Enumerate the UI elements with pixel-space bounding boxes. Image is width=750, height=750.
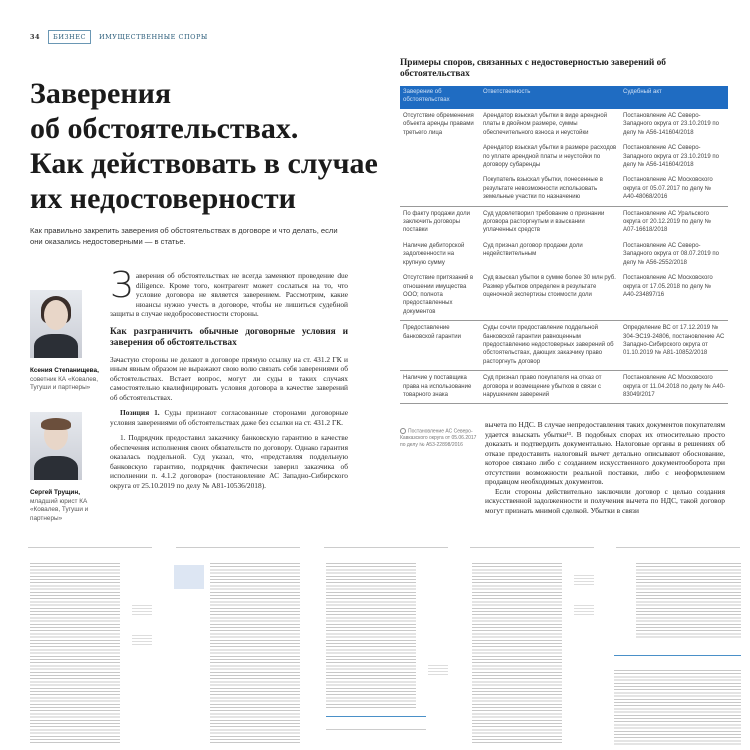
page-thumbnail[interactable] bbox=[462, 545, 602, 750]
author-caption bbox=[30, 489, 102, 523]
column-header: Заверение об обстоятельствах bbox=[400, 86, 480, 109]
position-label: Позиция 1. bbox=[120, 408, 160, 417]
intro-text: аверения об обстоятельствах не всегда заменяют проведение due diligence. Кроме того, контрагент может сослаться на то, что условие договора не является заверением. Рассмотрим, какие нюансы нужно учесть в договоре, чтобы не лишиться судебной защиты в случае недобросовестности стороны. bbox=[110, 271, 348, 318]
table-cell bbox=[400, 141, 480, 173]
right-text-row bbox=[400, 420, 730, 515]
page-thumbnail[interactable] bbox=[316, 545, 456, 750]
page-thumbnail[interactable] bbox=[608, 545, 748, 750]
table-row bbox=[400, 109, 728, 141]
table-cell: Арендатор взыскал убытки в размере расходов по уплате арендной платы и неустойки по договору субаренды bbox=[483, 145, 617, 169]
sidenote-text: Постановление АС Северо-Кавказского округа от 05.06.2017 по делу № А53-22898/2016 bbox=[400, 428, 477, 448]
table-cell: Постановление АС Московского округа от 17.05.2018 по делу № А40-234897/16 bbox=[620, 271, 728, 321]
reference-icon bbox=[400, 428, 406, 434]
section-heading: Как разграничить обычные договорные условия и заверения об обстоятельствах bbox=[110, 326, 348, 348]
table-cell: Арендатор взыскал убытки в виде арендной платы в двойном размере, суммы обеспечительного взноса и неустойки bbox=[483, 113, 608, 136]
subsection-label: ИМУЩЕСТВЕННЫЕ СПОРЫ bbox=[98, 33, 208, 41]
table-cell: Наличие у поставщика права на использование товарного знака bbox=[400, 371, 480, 404]
section-tag: БИЗНЕС bbox=[48, 30, 91, 44]
sidenote bbox=[400, 420, 485, 515]
author-name: Сергей Трущин, bbox=[30, 489, 80, 496]
author-caption bbox=[30, 367, 102, 393]
table-cell: Суд взыскал убытки в сумме более 30 млн руб. Размер убытков определен в результате оценочной экспертизы стоимости доли bbox=[480, 271, 620, 321]
article-intro bbox=[110, 265, 348, 319]
article-heading-block bbox=[30, 76, 378, 247]
table-row bbox=[400, 271, 728, 321]
page-thumbnail[interactable] bbox=[168, 545, 308, 750]
author-role: советник КА «Ковалев, Тугуши и партнеры» bbox=[30, 375, 99, 391]
table-title: Примеры споров, связанных с недостоверностью заверений об обстоятельствах bbox=[400, 58, 666, 79]
title-line: об обстоятельствах. bbox=[30, 112, 299, 145]
table-row bbox=[400, 173, 728, 206]
right-body bbox=[485, 420, 725, 515]
table-cell: Наличие дебиторской задолженности на крупную сумму bbox=[403, 242, 465, 266]
paragraph: Если стороны действительно заключили договор с целью создания искусственной задолженности и получения вычета по НДС, такой договор могут признать мнимой сделкой. Убытки в связи bbox=[485, 486, 725, 515]
table-cell: Суды сочли предоставление поддельной банковской гарантии равноценным предоставлению недостоверных заверений об обстоятельствах, дающих заказчику право расторгнуть договор bbox=[480, 321, 620, 371]
table-row bbox=[400, 321, 728, 371]
paragraph: Зачастую стороны не делают в договоре прямую ссылку на ст. 431.2 ГК и иным явным образом не выражают свою волю связать себя заверениями об обстоятельствах. Встает вопрос, могут ли суды в таких случаях самостоятельно квалифицировать условия договора в качестве заверений об обстоятельствах. bbox=[110, 354, 348, 402]
title-line: Заверения bbox=[30, 77, 172, 110]
table-cell: Отсутствие обременения объекта аренды правами третьего лица bbox=[403, 113, 474, 136]
table-cell: Постановление АС Уральского округа от 20.12.2019 по делу № А07-16618/2018 bbox=[623, 210, 712, 234]
position-text: Суды признают согласованные сторонами договорные условия заверениями об обстоятельствах даже без ссылки на ст. 431.2 ГК. bbox=[110, 408, 348, 427]
author-photo bbox=[30, 290, 82, 358]
table-cell: По факту продажи доли заключить договоры поставки bbox=[403, 210, 470, 234]
column-header: Ответственность bbox=[480, 86, 620, 109]
table-cell: Определение ВС от 17.12.2019 № 304-ЭС19-24806, постановление АС Западно-Сибирского округа от 01.10.2019 № А81-10852/2018 bbox=[620, 321, 728, 371]
table-row bbox=[400, 239, 728, 271]
table-cell: Постановление АС Северо-Западного округа от 23.10.2019 по делу № А56-141604/2018 bbox=[623, 145, 719, 169]
table-cell: Предоставление банковской гарантии bbox=[400, 321, 480, 371]
paragraph bbox=[110, 408, 348, 427]
page-number: 34 bbox=[30, 33, 41, 41]
table-cell bbox=[400, 173, 480, 206]
title-line: их недостоверности bbox=[30, 182, 296, 215]
article-title bbox=[30, 76, 378, 216]
table-cell: Покупатель взыскал убытки, понесенные в результате невозможности использовать земельные участки по назначению bbox=[480, 173, 620, 206]
table-cell: Постановление АС Северо-Западного округа от 23.10.2019 по делу № А56-141604/2018 bbox=[623, 113, 719, 136]
article-lead: Как правильно закрепить заверения об обстоятельствах в договоре и что делать, если они оказались недостоверными — в статье. bbox=[30, 226, 338, 246]
paragraph: 1. Подрядчик предоставил заказчику банковскую гарантию в качестве обеспечения исполнения своих обязательств по договору. Однако гарантия оказалась поддельной. Суд указал, что, «представляя поддельную банковскую гарантию, подрядчик фактически заверил заказчика об исполнении п. 4.1.2 договора» (постановление АС Западно-Сибирского округа от 25.10.2019 по делу № А81-10536/2018). bbox=[110, 433, 348, 490]
article-body bbox=[110, 265, 348, 496]
author-photo bbox=[30, 412, 82, 480]
table-cell: Суд удовлетворил требование о признании договора расторгнутым и взыскании уплаченных средств bbox=[483, 210, 605, 234]
disputes-table bbox=[400, 86, 728, 404]
author-name: Ксения Степанищева, bbox=[30, 367, 99, 374]
author-role: младший юрист КА «Ковалев, Тугуши и партнеры» bbox=[30, 497, 89, 522]
page-header bbox=[30, 30, 208, 44]
right-page-content bbox=[400, 58, 730, 515]
title-line: Как действовать в случае bbox=[30, 147, 378, 180]
column-header: Судебный акт bbox=[620, 86, 728, 109]
table-cell: Постановление АС Северо-Западного округа от 08.07.2019 по делу № А56-2552/2018 bbox=[623, 242, 719, 266]
table-row bbox=[400, 371, 728, 404]
table-cell: Постановление АС Московского округа от 05.07.2017 по делу № А40-48068/2016 bbox=[620, 173, 728, 206]
page-thumbnail[interactable] bbox=[20, 545, 160, 750]
table-row bbox=[400, 206, 728, 239]
table-cell: Суд признал право покупателя на отказ от договора и возмещение убытков в связи с нарушением заверений bbox=[480, 371, 620, 404]
table-cell: Суд признал договор продажи доли недействительным bbox=[483, 242, 583, 258]
table-cell: Отсутствие притязаний в отношении имущества ООО; полнота предоставленных документов bbox=[400, 271, 480, 321]
drop-cap: З bbox=[110, 265, 133, 306]
table-row bbox=[400, 141, 728, 173]
paragraph: вычета по НДС. В случае непредоставления таких документов покупателям удается взыскать убытки¹¹. В подобных спорах их относительно просто доказать и подтвердить документально. Налоговые органы в решениях об отказе предоставить налоговый вычет детально описывают обоснование, которое связано либо с созданием искусственного документооборота при отсутствии возможности реальной поставки, либо с неоформлением продавцом необходимых документов. bbox=[485, 420, 725, 487]
table-cell: Постановление АС Московского округа от 11.04.2018 по делу № А40-83049/2017 bbox=[620, 371, 728, 404]
